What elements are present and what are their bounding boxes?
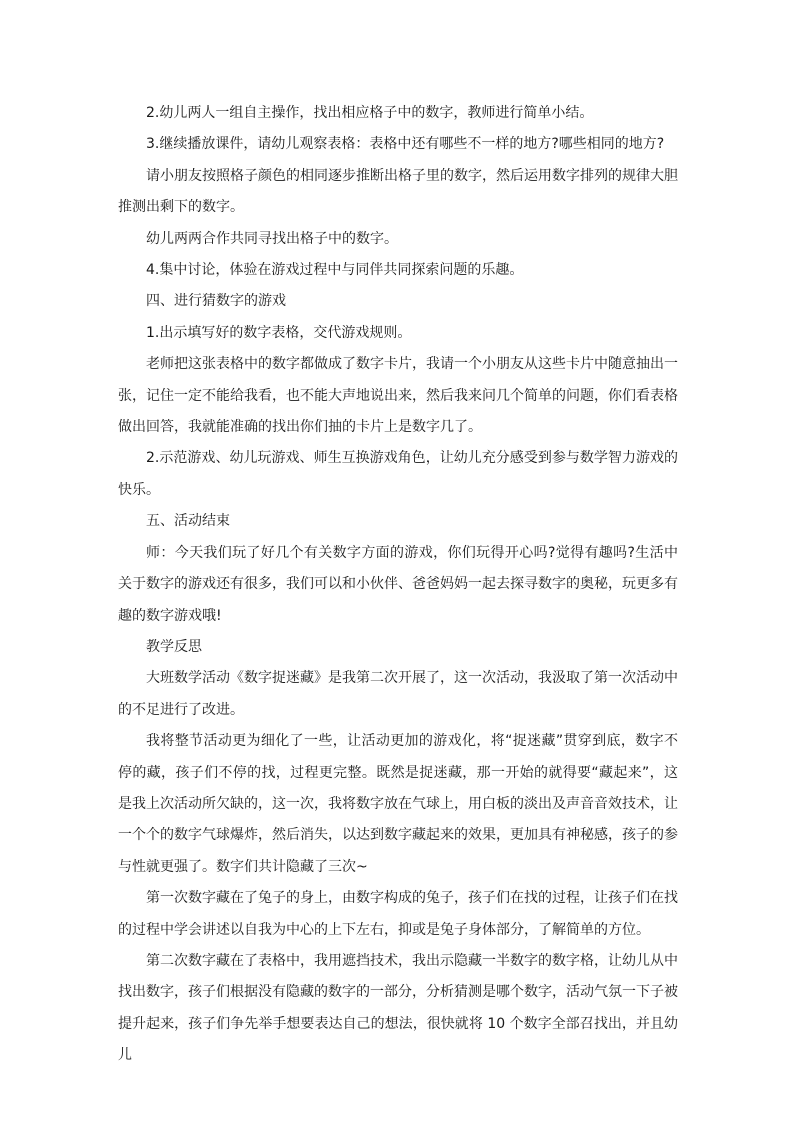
paragraph-9: 2.示范游戏、幼儿玩游戏、师生互换游戏角色，让幼儿充分感受到参与数学智力游戏的快乐。 <box>118 450 678 498</box>
document-body <box>118 98 678 1072</box>
section-heading-4: 四、进行猜数字的游戏 <box>146 293 286 310</box>
paragraph-1: 2.幼儿两人一组自主操作，找出相应格子中的数字，教师进行简单小结。 <box>146 105 594 121</box>
paragraph-5: 4.集中讨论，体验在游戏过程中与同伴共同探索问题的乐趣。 <box>146 262 524 279</box>
paragraph-7: 1.出示填写好的数字表格，交代游戏规则。 <box>146 324 412 341</box>
reflection-heading: 教学反思 <box>146 638 202 655</box>
paragraph-3: 请小朋友按照格子颜色的相同逐步推断出格子里的数字，然后运用数字排列的规律大胆推测出剩下的数字。 <box>118 167 678 216</box>
paragraph-13: 大班数学活动《数字捉迷藏》是我第二次开展了，这一次活动，我汲取了第一次活动中的不足进行了改进。 <box>118 670 678 718</box>
paragraph-2: 3.继续播放课件，请幼儿观察表格：表格中还有哪些不一样的地方?哪些相同的地方? <box>146 136 665 153</box>
paragraph-4: 幼儿两两合作共同寻找出格子中的数字。 <box>146 230 398 247</box>
paragraph-8: 老师把这张表格中的数字都做成了数字卡片，我请一个小朋友从这些卡片中随意抽出一张，记住一定不能给我看，也不能大声地说出来，然后我来问几个简单的问题，你们看表格做出回答，我就能准确的找出你们抽的卡片上是数字几了。 <box>118 356 678 436</box>
paragraph-14: 我将整节活动更为细化了一些，让活动更加的游戏化，将“捉迷藏”贯穿到底，数字不停的藏，孩子们不停的找，过程更完整。既然是捉迷藏，那一开始的就得要“藏起来”，这是我上次活动所欠缺的，这一次，我将数字放在气球上，用白板的淡出及声音音效技术，让一个个的数字气球爆炸，然后消失，以达到数字藏起来的效果，更加具有神秘感，孩子的参与性就更强了。数字们共计隐藏了三次~ <box>118 733 678 875</box>
paragraph-16: 第二次数字藏在了表格中，我用遮挡技术，我出示隐藏一半数字的数字格，让幼儿从中找出数字，孩子们根据没有隐藏的数字的一部分，分析猜测是哪个数字，活动气氛一下子被提升起来，孩子们争先举手想要表达自己的想法，很快就将 10 个数字全部召找出，并且幼儿 <box>118 952 678 1064</box>
paragraph-11: 师：今天我们玩了好几个有关数字方面的游戏，你们玩得开心吗?觉得有趣吗?生活中关于数字的游戏还有很多，我们可以和小伙伴、爸爸妈妈一起去探寻数字的奥秘，玩更多有趣的数字游戏哦! <box>118 544 678 624</box>
paragraph-15: 第一次数字藏在了兔子的身上，由数字构成的兔子，孩子们在找的过程，让孩子们在找的过程中学会讲述以自我为中心的上下左右，抑或是兔子身体部分，了解简单的方位。 <box>118 890 678 938</box>
section-heading-5: 五、活动结束 <box>146 513 230 530</box>
